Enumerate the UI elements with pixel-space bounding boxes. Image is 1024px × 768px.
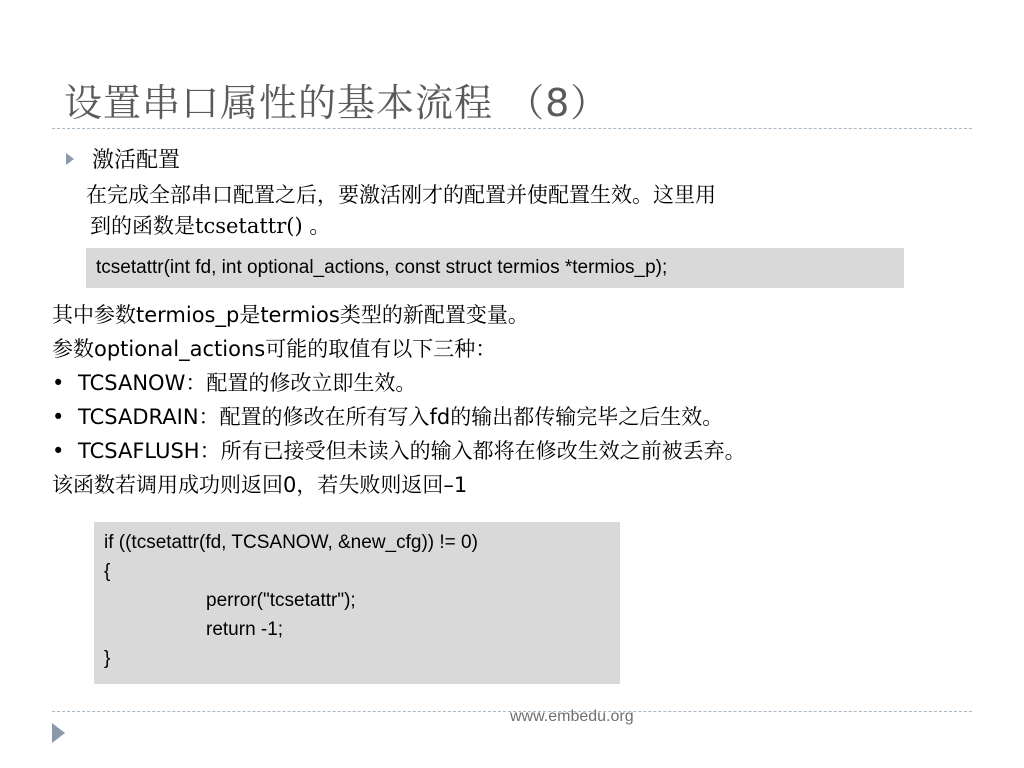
intro-paragraph	[86, 180, 946, 242]
title-divider	[52, 128, 972, 129]
intro-line-2: 到的函数是tcsetattr() 。	[90, 214, 331, 238]
option-text: TCSANOW：配置的修改立即生效。	[78, 371, 417, 395]
code-line-4-wrap	[104, 615, 610, 644]
bullet-heading-text: 激活配置	[92, 148, 181, 173]
body-text	[52, 298, 1012, 502]
code-line-2: {	[104, 561, 111, 582]
code-example-box	[94, 522, 620, 684]
code-line-3: perror("tcsetattr");	[206, 590, 356, 611]
function-signature: tcsetattr(int fd, int optional_actions, const struct termios *termios_p);	[96, 257, 668, 278]
return-value-line: 该函数若调用成功则返回0，若失败则返回–1	[52, 473, 468, 497]
param-line-2: 参数optional_actions可能的取值有以下三种：	[52, 337, 497, 361]
footer-url: www.embedu.org	[510, 708, 634, 725]
option-item-tcsadrain	[52, 400, 1012, 434]
option-text: TCSAFLUSH：所有已接受但未读入的输入都将在修改生效之前被丢弃。	[78, 439, 746, 463]
bullet-heading	[66, 143, 180, 174]
slide-title: 设置串口属性的基本流程 （8）	[64, 81, 610, 125]
code-line-3-wrap	[104, 586, 610, 615]
code-line-4: return -1;	[206, 619, 284, 640]
code-line-1: if ((tcsetattr(fd, TCSANOW, &new_cfg)) != 0)	[104, 532, 478, 553]
triangle-bullet-icon	[66, 153, 74, 165]
intro-line-1: 在完成全部串口配置之后，要激活刚才的配置并使配置生效。这里用	[86, 183, 716, 207]
function-signature-box	[86, 248, 904, 288]
bullet-dot: •	[52, 439, 65, 463]
bullet-dot: •	[52, 405, 65, 429]
option-item-tcsaflush	[52, 434, 1012, 468]
param-line-1: 其中参数termios_p是termios类型的新配置变量。	[52, 303, 529, 327]
bullet-dot: •	[52, 371, 65, 395]
code-line-5: }	[104, 648, 111, 669]
option-item-tcsanow	[52, 366, 1012, 400]
option-text: TCSADRAIN：配置的修改在所有写入fd的输出都传输完毕之后生效。	[78, 405, 724, 429]
triangle-footer-icon	[52, 723, 65, 743]
